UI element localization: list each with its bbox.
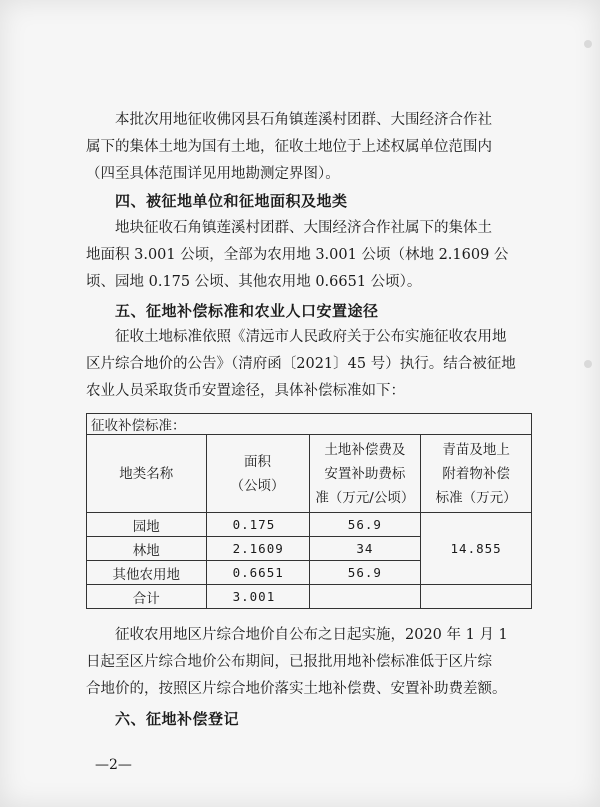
cell-area: 0.175 xyxy=(206,513,309,537)
punch-hole-mark xyxy=(584,40,592,48)
cell-empty xyxy=(421,585,532,609)
paragraph-line: 地面积 3.001 公顷，全部为农用地 3.001 公顷（林地 2.1609 公 xyxy=(86,247,509,263)
section-5-heading: 五、征地补偿标准和农业人口安置途径 xyxy=(115,302,379,320)
paragraph-line: 合地价的，按照区片综合地价落实土地补偿费、安置补助费差额。 xyxy=(86,681,507,697)
cell-land-compensation: 34 xyxy=(309,537,421,561)
paragraph-line: （四至具体范围详见用地勘测定界图）。 xyxy=(86,166,340,182)
cell-total-area: 3.001 xyxy=(206,585,309,609)
table-row xyxy=(87,513,532,537)
header-land-type xyxy=(87,435,207,513)
header-land-compensation xyxy=(309,435,421,513)
after-table-paragraph xyxy=(86,622,532,703)
cell-area: 0.6651 xyxy=(206,561,309,585)
table-caption: 征收补偿标准： xyxy=(87,414,532,435)
paragraph-line: 本批次用地征收佛冈县石角镇莲溪村团群、大围经济合作社 xyxy=(115,112,492,128)
cell-empty xyxy=(309,585,421,609)
cell-land-compensation: 56.9 xyxy=(309,561,421,585)
header-text: 土地补偿费及 xyxy=(324,441,406,458)
paragraph-line: 顷、园地 0.175 公顷、其他农用地 0.6651 公顷）。 xyxy=(86,274,422,290)
cell-land-type: 林地 xyxy=(87,537,207,561)
intro-paragraph xyxy=(86,107,532,188)
header-text: （公顷） xyxy=(230,477,285,494)
paragraph-line: 属下的集体土地为国有土地，征收土地位于上述权属单位范围内 xyxy=(86,139,492,155)
paragraph-line: 农业人员采取货币安置途径，具体补偿标准如下： xyxy=(86,383,405,399)
section-6-heading: 六、征地补偿登记 xyxy=(115,710,240,728)
compensation-table xyxy=(86,413,532,609)
header-text: 附着物补偿 xyxy=(442,465,510,482)
header-crop-compensation xyxy=(421,435,532,513)
cell-land-type: 园地 xyxy=(87,513,207,537)
cell-crop-compensation: 14.855 xyxy=(421,513,532,585)
header-area xyxy=(206,435,309,513)
cell-area: 2.1609 xyxy=(206,537,309,561)
cell-land-type: 其他农用地 xyxy=(87,561,207,585)
paragraph-line: 征收农用地区片综合地价自公布之日起实施，2020 年 1 月 1 xyxy=(115,627,508,643)
cell-land-compensation: 56.9 xyxy=(309,513,421,537)
header-text: 标准（万元） xyxy=(435,489,517,506)
header-text: 安置补助费标 xyxy=(324,465,406,482)
paragraph-line: 日起至区片综合地价公布期间，已报批用地补偿标准低于区片综 xyxy=(86,654,492,670)
paragraph-line: 征收土地标准依照《清远市人民政府关于公布实施征收农用地 xyxy=(115,329,507,345)
page-number: —2— xyxy=(95,757,132,773)
header-text: 青苗及地上 xyxy=(442,441,510,458)
section-4-paragraph xyxy=(86,215,532,296)
section-4-heading: 四、被征地单位和征地面积及地类 xyxy=(115,192,348,210)
table-total-row xyxy=(87,585,532,609)
paragraph-line: 地块征收石角镇莲溪村团群、大围经济合作社属下的集体土 xyxy=(115,220,492,236)
paragraph-line: 区片综合地价的公告》（清府函〔2021〕45 号）执行。结合被征地 xyxy=(86,356,516,372)
header-text: 准（万元/公顷） xyxy=(315,489,415,506)
header-text: 面积 xyxy=(244,453,272,470)
section-5-paragraph xyxy=(86,324,532,405)
header-text: 地类名称 xyxy=(119,465,174,482)
cell-total-label: 合计 xyxy=(87,585,207,609)
